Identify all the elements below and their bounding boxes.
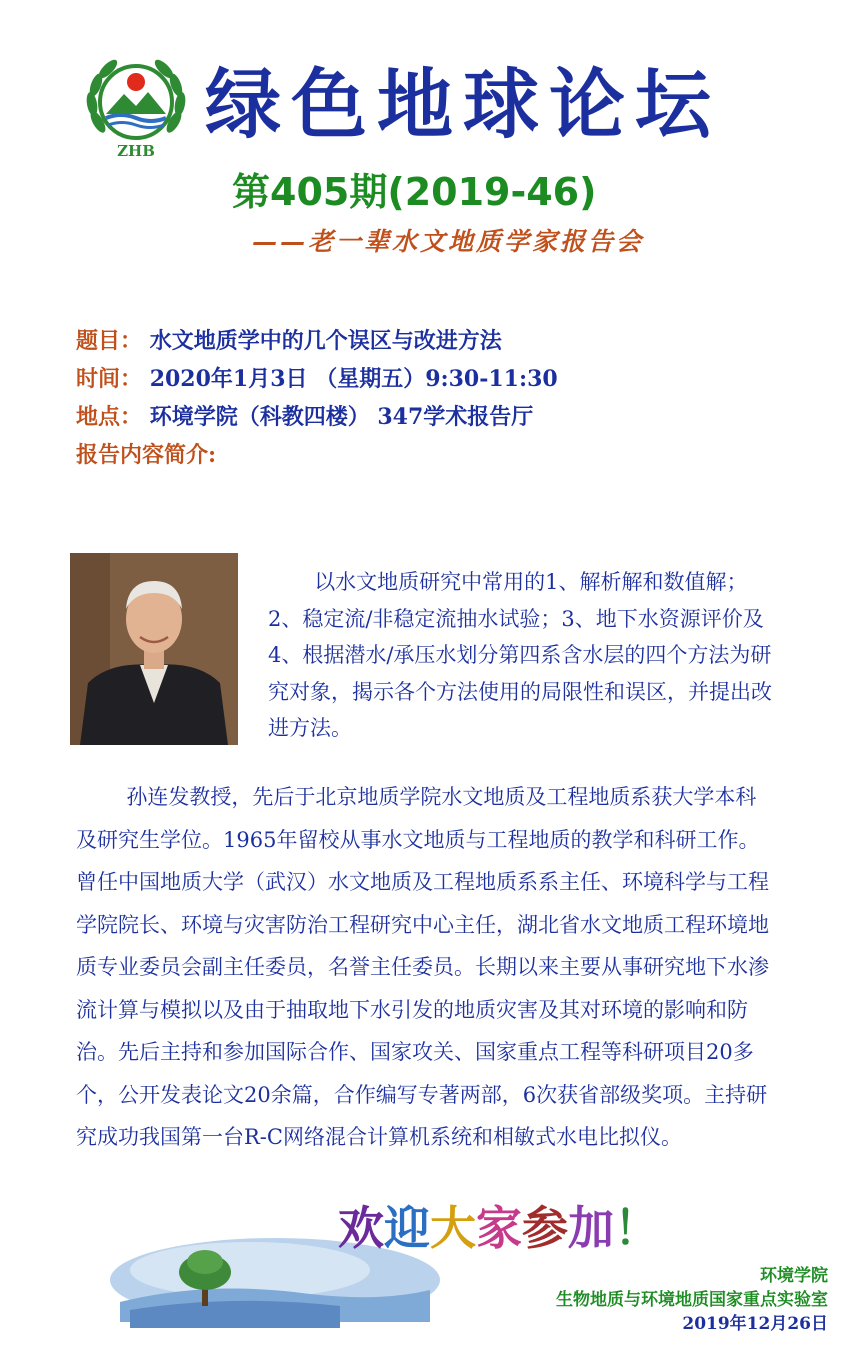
- place-label: 地点：: [76, 404, 143, 430]
- time-row: [76, 360, 558, 398]
- intro-heading-row: [76, 436, 558, 474]
- welcome-char: 参: [522, 1201, 568, 1255]
- forum-title: 绿色地球论坛: [205, 60, 721, 149]
- logo-text: ZHB: [117, 142, 155, 160]
- time-label: 时间：: [76, 366, 143, 392]
- footer-date: 2019年12月26日: [682, 1314, 828, 1334]
- time-value: 2020年1月3日 （星期五）9:30-11:30: [149, 366, 558, 392]
- speaker-photo: [70, 553, 238, 745]
- welcome-char: ！: [614, 1201, 660, 1255]
- subtitle: ——老一辈水文地质学家报告会: [252, 227, 645, 256]
- zhb-logo: [84, 52, 188, 164]
- place-value: 环境学院（科教四楼） 347学术报告厅: [149, 404, 534, 430]
- speaker-bio: 孙连发教授，先后于北京地质学院水文地质及工程地质系获大学本科及研究生学位。1965年留校从事水文地质与工程地质的教学和科研工作。曾任中国地质大学（武汉）水文地质及工程地质系系主任、环境科学与工程学院院长、环境与灾害防治工程研究中心主任，湖北省水文地质工程环境地质专业委员会副主任委员，名誉主任委员。长期以来主要从事研究地下水渗流计算与模拟以及由于抽取地下水引发的地质灾害及其对环境的影响和防治。先后主持和参加国际合作、国家攻关、国家重点工程等科研项目20多个，公开发表论文20余篇，合作编写专著两部，6次获省部级奖项。主持研究成功我国第一台R-C网络混合计算机系统和相敏式水电比拟仪。: [76, 785, 769, 1149]
- welcome-char: 家: [476, 1201, 522, 1255]
- event-info: [76, 322, 558, 474]
- sun-icon: [127, 73, 145, 91]
- welcome-char: 迎: [384, 1201, 430, 1255]
- topic-value: 水文地质学中的几个误区与改进方法: [149, 328, 502, 354]
- welcome-char: 欢: [338, 1201, 384, 1255]
- footer: [556, 1264, 828, 1336]
- place-row: [76, 398, 558, 436]
- intro-heading: 报告内容简介:: [76, 442, 217, 468]
- topic-label: 题目：: [76, 328, 143, 354]
- welcome-banner: [338, 1198, 660, 1258]
- report-intro: 以水文地质研究中常用的1、解析解和数值解；2、稳定流/非稳定流抽水试验；3、地下水资源评价及4、根据潜水/承压水划分第四系含水层的四个方法为研究对象，揭示各个方法使用的局限性和误区，并提出改进方法。: [268, 570, 772, 740]
- issue-number: 第405期(2019-46): [232, 170, 597, 214]
- footer-org-lab: 生物地质与环境地质国家重点实验室: [556, 1290, 828, 1310]
- footer-org-school: 环境学院: [760, 1266, 828, 1286]
- welcome-char: 大: [430, 1201, 476, 1255]
- topic-row: [76, 322, 558, 360]
- welcome-char: 加: [568, 1201, 614, 1255]
